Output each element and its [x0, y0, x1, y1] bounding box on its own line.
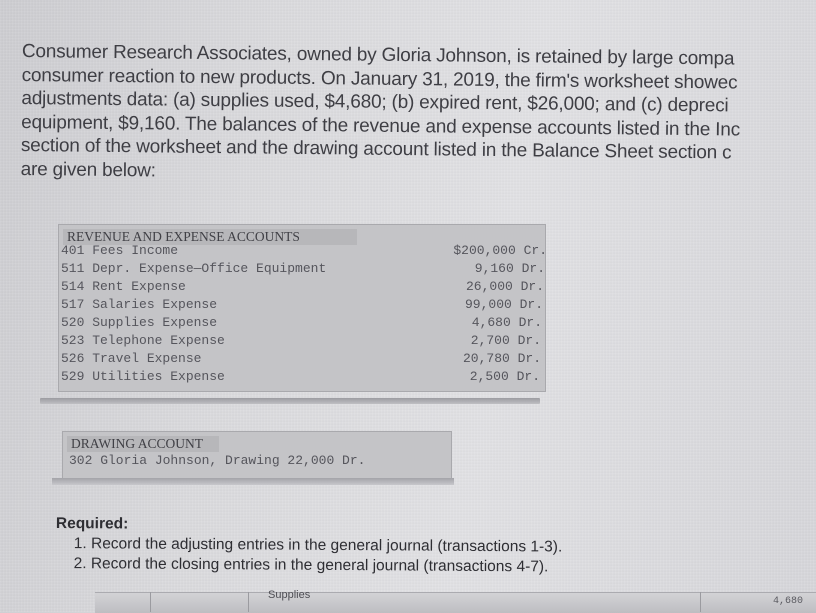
intro-line: Consumer Research Associates, owned by Gloria Johnson, is retained by large compa: [21, 40, 735, 70]
account-name: 520 Supplies Expense: [61, 315, 218, 330]
table-row: [61, 332, 225, 350]
table-row: [61, 350, 201, 368]
account-name: 514 Rent Expense: [61, 279, 186, 294]
table-row: [61, 242, 178, 260]
table-row: [61, 296, 217, 314]
intro-line: equipment, $9,160. The balances of the revenue and expense accounts listed in the Inc: [21, 111, 741, 141]
account-name: 401 Fees Income: [61, 243, 179, 258]
account-name: 529 Utilities Expense: [61, 369, 225, 384]
account-amount: 20,780 Dr.: [462, 351, 541, 366]
table-row: [61, 368, 225, 386]
account-amount: 4,680 Dr.: [471, 315, 542, 330]
journal-account-text: Supplies: [268, 589, 311, 601]
account-name: 517 Salaries Expense: [61, 297, 218, 312]
table-row: [61, 278, 186, 296]
drawing-account-table: [62, 431, 452, 481]
table-row: [61, 260, 326, 278]
account-amount: 2,500 Dr.: [469, 369, 540, 384]
account-amount: 99,000 Dr.: [464, 297, 543, 312]
account-amount: 26,000 Dr.: [465, 279, 544, 294]
intro-line: adjustments data: (a) supplies used, $4,680; (b) expired rent, $26,000; and (c) depreci: [21, 87, 729, 117]
table-heading: REVENUE AND EXPENSE ACCOUNTS: [63, 229, 357, 245]
intro-line: are given below:: [20, 158, 156, 181]
required-item: 2. Record the closing entries in the general journal (transactions 4-7).: [73, 555, 549, 576]
table-divider: [52, 478, 454, 485]
table-row: 302 Gloria Johnson, Drawing 22,000 Dr.: [69, 453, 366, 468]
table-divider: [40, 398, 540, 404]
account-amount: $200,000 Cr.: [453, 243, 547, 258]
cell-divider: [150, 592, 151, 612]
cell-divider: [700, 592, 701, 612]
required-title: Required:: [55, 515, 129, 533]
account-name: 511 Depr. Expense—Office Equipment: [61, 261, 327, 276]
required-section: [56, 514, 563, 578]
table-heading: DRAWING ACCOUNT: [67, 436, 219, 452]
intro-line: consumer reaction to new products. On January 31, 2019, the firm's worksheet showec: [21, 64, 738, 93]
revenue-expense-table: [58, 224, 546, 392]
cell-divider: [248, 592, 249, 612]
account-amount: 2,700 Dr.: [470, 333, 541, 348]
required-item: 1. Record the adjusting entries in the general journal (transactions 1-3).: [73, 535, 563, 556]
account-name: 523 Telephone Expense: [61, 333, 225, 348]
intro-line: section of the worksheet and the drawing account listed in the Balance Sheet section c: [20, 134, 732, 164]
journal-amount-text: 4,680: [773, 596, 804, 607]
problem-statement: [21, 40, 816, 189]
table-row: [61, 314, 217, 332]
account-name: 526 Travel Expense: [61, 351, 202, 366]
journal-strip: [95, 592, 816, 613]
account-amount: 9,160 Dr.: [474, 261, 545, 276]
